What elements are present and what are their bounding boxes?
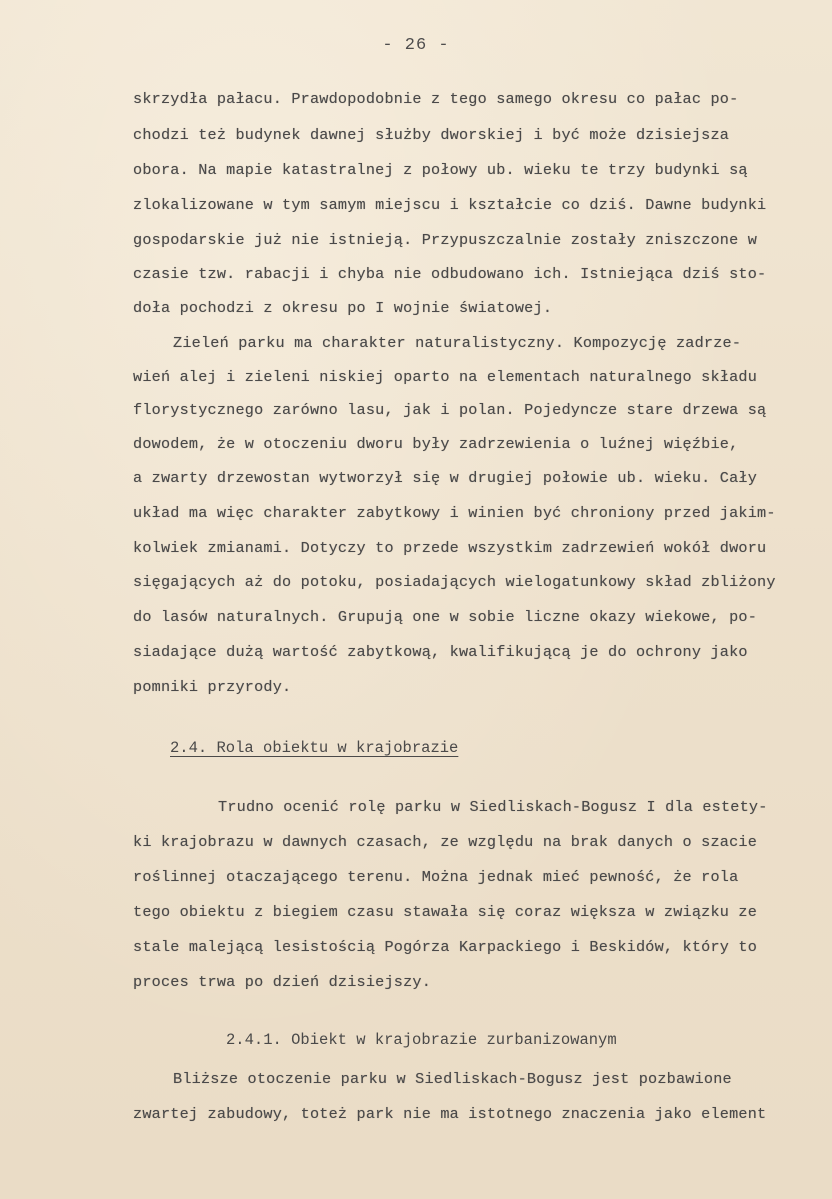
text-line: Trudno ocenić rolę parku w Siedliskach-Bogusz I dla estety- (218, 798, 768, 816)
text-line: doła pochodzi z okresu po I wojnie światowej. (133, 299, 553, 317)
text-line: stale malejącą lesistością Pogórza Karpackiego i Beskidów, który to (133, 938, 758, 956)
text-line: czasie tzw. rabacji i chyba nie odbudowano ich. Istniejąca dziś sto- (133, 265, 767, 283)
text-line: wień alej i zieleni niskiej oparto na elementach naturalnego składu (133, 368, 758, 386)
text-line: kolwiek zmianami. Dotyczy to przede wszystkim zadrzewień wokół dworu (133, 539, 767, 557)
text-line: chodzi też budynek dawnej służby dworskiej i być może dzisiejsza (133, 126, 730, 144)
text-line: Zieleń parku ma charakter naturalistyczny. Kompozycję zadrze- (173, 334, 742, 352)
text-line: skrzydła pałacu. Prawdopodobnie z tego samego okresu co pałac po- (133, 90, 739, 108)
text-line: roślinnej otaczającego terenu. Można jednak mieć pewność, że rola (133, 868, 739, 886)
text-line: zlokalizowane w tym samym miejscu i kształcie co dziś. Dawne budynki (133, 196, 767, 214)
text-line: układ ma więc charakter zabytkowy i winien być chroniony przed jakim- (133, 504, 776, 522)
text-line: pomniki przyrody. (133, 678, 292, 696)
text-line: gospodarskie już nie istnieją. Przypuszczalnie zostały zniszczone w (133, 231, 758, 249)
text-line: sięgających aż do potoku, posiadających wielogatunkowy skład zbliżony (133, 573, 776, 591)
text-line: florystycznego zarówno lasu, jak i polan. Pojedyncze stare drzewa są (133, 401, 767, 419)
section-heading: 2.4. Rola obiektu w krajobrazie (170, 739, 459, 757)
text-line: Bliższe otoczenie parku w Siedliskach-Bogusz jest pozbawione (173, 1070, 732, 1088)
text-line: zwartej zabudowy, toteż park nie ma istotnego znaczenia jako element (133, 1105, 767, 1123)
text-line: tego obiektu z biegiem czasu stawała się coraz większa w związku ze (133, 903, 758, 921)
text-line: dowodem, że w otoczeniu dworu były zadrzewienia o luźnej więźbie, (133, 435, 739, 453)
page-number: - 26 - (382, 36, 450, 55)
text-line: obora. Na mapie katastralnej z połowy ub. wieku te trzy budynki są (133, 161, 748, 179)
text-line: a zwarty drzewostan wytworzył się w drugiej połowie ub. wieku. Cały (133, 469, 758, 487)
text-line: do lasów naturalnych. Grupują one w sobie liczne okazy wiekowe, po- (133, 608, 758, 626)
subsection-heading: 2.4.1. Obiekt w krajobrazie zurbanizowanym (226, 1031, 617, 1049)
text-line: siadające dużą wartość zabytkową, kwalifikującą je do ochrony jako (133, 643, 748, 661)
text-line: proces trwa po dzień dzisiejszy. (133, 973, 432, 991)
text-line: ki krajobrazu w dawnych czasach, ze względu na brak danych o szacie (133, 833, 758, 851)
